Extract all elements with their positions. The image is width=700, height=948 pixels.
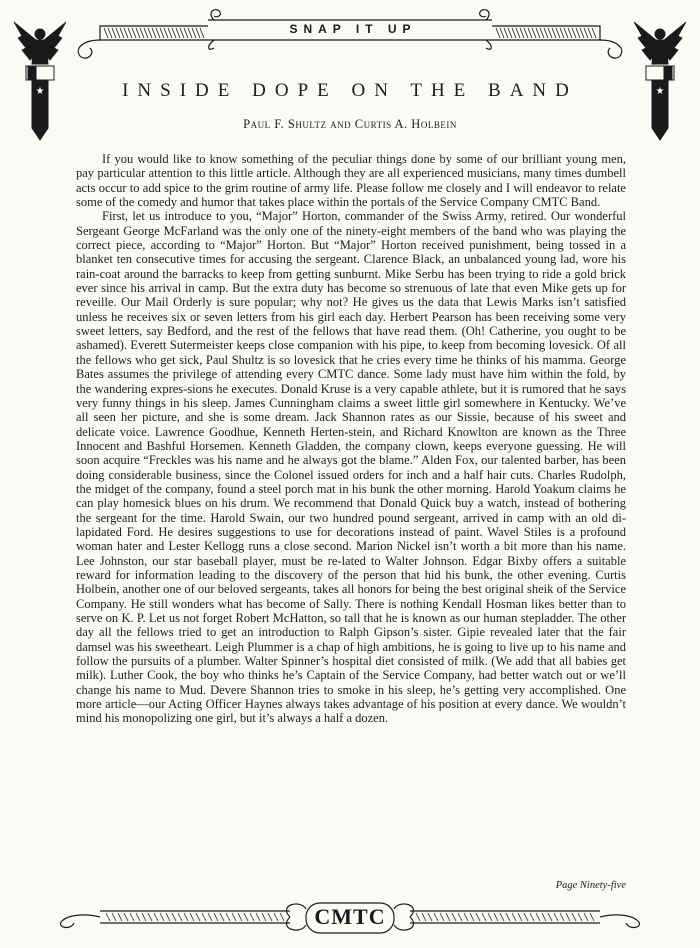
page-number: Page Ninety-five — [555, 880, 626, 891]
eagle-icon-right — [634, 22, 686, 140]
article-title: INSIDE DOPE ON THE BAND — [122, 80, 578, 101]
article-authors: Paul F. Shultz and Curtis A. Holbein — [243, 117, 457, 131]
paragraph-intro: If you would like to know something of the peculiar things done by some of our brilliant young men, pay particular attention to this little article. Although they are all experienced musicians, many times dumbell acts occur to add spice to the grim routine of army life. Please follow me closely and I will endeavor to relate some of the comedy and humor that takes place within the portals of the Service Company CMTC Band. — [76, 152, 626, 210]
cmtc-logo: CMTC — [314, 904, 386, 929]
article-body — [76, 152, 626, 726]
eagle-icon-left — [14, 22, 66, 140]
svg-text:★: ★ — [35, 86, 45, 97]
footer-ornament — [0, 895, 700, 948]
svg-text:★: ★ — [655, 86, 665, 97]
paragraph-main: First, let us introduce to you, “Major” Horton, commander of the Swiss Army, retired. Our wonderful Sergeant George McFarland was the only one of the ninety-eight members of the band who was playing the correct piece, according to “Major” Horton. But “Major” Horton received punishment, being tossed in a blanket ten consecutive times for accusing the sergeant. Clarence Black, an unbalanced young lad, wore his rain-coat around the barracks to keep from getting sunburnt. Mike Serbu has been trying to ride a gold brick ever since his arrival in camp. But the extra duty has become so strenuous of late that even Mike gets up for reveille. Our Mail Orderly is sure popular; why not? He gives us the data that Lewis Marks isn’t satisfied unless he receives six or seven letters from his girl each day. Herbert Pearson has been receiving some very sweet letters, say Bedford, and the rest of the fellows that have read them. (Oh! Catherine, you ought to be ashamed). Everett Sutermeister keeps close companion with his pipe, to keep from becoming lovesick. Of all the fellows who get sick, Paul Shultz is so lovesick that he cries every time he thinks of his mamma. George Bates assumes the privilege of attending every CMTC dance. Some lady must have him within the fold, by the wandering expres-sions he executes. Donald Kruse is a very capable athlete, but it is rumored that he says very funny things in his sleep. James Cunningham claims a sweet little girl somewhere in Kentucky. We’ve all seen her picture, and she is some dream. Jack Shannon rates as our Sissie, because of his sweet and delicate voice. Lawrence Goodhue, Kenneth Herten-stein, and Richard Knowlton are known as the Three Innocent and Bashful Horsemen. Kenneth Gladden, the company clown, keeps everyone guessing. He will soon acquire “Freckles was his name and he always got the blame.” Alden Fox, our talented barber, has been doing considerable business, since the Colonel issued orders for inch and a half hair cuts. Charles Rudolph, the midget of the company, found a steel porch mat in his bunk the other morning. Harold Yoakum claims he can play homesick blues on his drum. We recommend that Donald Quick buy a watch, instead of bothering the sergeant for the time. Harold Swain, our two hundred pound sergeant, arrived in camp with an old di-lapidated Ford. He desires suggestions to use for decorations instead of paint. Wavel Stiles is a profound woman hater and Lester Kellogg runs a close second. Marion Nickel isn’t worth a bit more than his name. Lee Johnston, our star baseball player, must be re-lated to Walter Johnson. Edgar Bixby offers a suitable reward for information leading to the discovery of the person that hid his bunk, the other evening. Curtis Holbein, another one of our beloved sergeants, takes all honors for being the best original sheik of the Service Company. He still wonders what has become of Sally. There is nothing Kendall Hosman likes better than to serve on K. P. Let us not forget Robert McHatton, so tall that he is known as our human stepladder. The other day all the fellows tried to get an introduction to Ralph Gipson’s sister. Gipie revealed later that the fair damsel was his sweetheart. Leigh Plummer is a chap of high ambitions, he is going to live up to his name and follow the pursuits of a plumber. Walter Spinner’s hospital diet consisted of milk. (We add that all babies get milk). Luther Cook, the boy who thinks he’s Captain of the Service Company, had better watch out or we’ll change his name to Mud. Devere Shannon tries to smoke in his sleep, he’s getting very accomplished. One more article—our Acting Officer Haynes always takes advantage of his position at every dance. We wouldn’t mind his monopolizing one girl, but it’s always a half a dozen. — [76, 209, 626, 726]
banner-title: SNAP IT UP — [289, 22, 417, 36]
